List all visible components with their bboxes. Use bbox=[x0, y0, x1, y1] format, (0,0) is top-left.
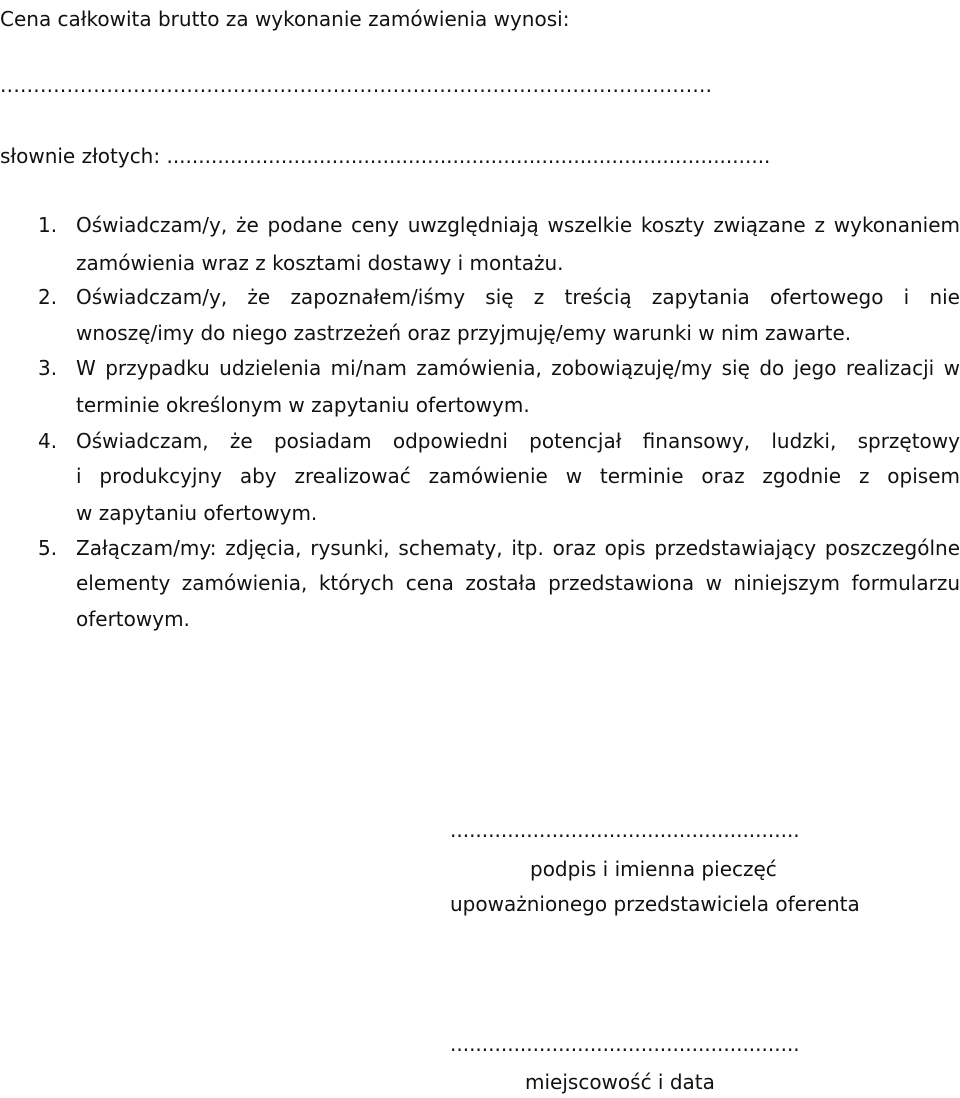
item-4-number: 4. bbox=[38, 429, 58, 453]
item-1-line-2: zamówienia wraz z kosztami dostawy i montażu. bbox=[76, 251, 564, 275]
item-2-line-2: wnoszę/imy do niego zastrzeżeń oraz przyjmuję/emy warunki w nim zawarte. bbox=[76, 321, 852, 345]
item-3-number: 3. bbox=[38, 356, 58, 380]
place-date-dotted-line: ....................................................... bbox=[450, 1032, 800, 1056]
item-5-line-1: Załączam/my: zdjęcia, rysunki, schematy, itp. oraz opis przedstawiający poszczególne bbox=[76, 536, 960, 560]
item-3-line-1: W przypadku udzielenia mi/nam zamówienia, zobowiązuję/my się do jego realizacji w bbox=[76, 356, 960, 380]
signature-label-line-1: podpis i imienna pieczęć bbox=[530, 857, 777, 881]
item-4-line-2: i produkcyjny aby zrealizować zamówienie w terminie oraz zgodnie z opisem bbox=[76, 464, 960, 488]
item-2-number: 2. bbox=[38, 285, 58, 309]
total-price-label: Cena całkowita brutto za wykonanie zamówienia wynosi: bbox=[0, 7, 570, 31]
item-1-number: 1. bbox=[38, 213, 58, 237]
item-5-line-2: elementy zamówienia, których cena została przedstawiona w niniejszym formularzu bbox=[76, 571, 960, 595]
item-2-line-1: Oświadczam/y, że zapoznałem/iśmy się z treścią zapytania ofertowego i nie bbox=[76, 285, 960, 309]
amount-in-words-label: słownie złotych: ............................................................................................... bbox=[0, 144, 771, 168]
item-1-line-1: Oświadczam/y, że podane ceny uwzględniają wszelkie koszty związane z wykonaniem bbox=[76, 213, 960, 237]
item-5-number: 5. bbox=[38, 536, 58, 560]
total-price-dotted-line: ........................................................................................................... bbox=[0, 73, 713, 97]
signature-dotted-line: ....................................................... bbox=[450, 818, 800, 842]
item-5-line-3: ofertowym. bbox=[76, 607, 190, 631]
signature-label-line-2: upoważnionego przedstawiciela oferenta bbox=[450, 892, 860, 916]
item-3-line-2: terminie określonym w zapytaniu ofertowym. bbox=[76, 393, 530, 417]
place-date-label: miejscowość i data bbox=[525, 1070, 715, 1094]
item-4-line-1: Oświadczam, że posiadam odpowiedni potencjał finansowy, ludzki, sprzętowy bbox=[76, 429, 960, 453]
item-4-line-3: w zapytaniu ofertowym. bbox=[76, 501, 318, 525]
